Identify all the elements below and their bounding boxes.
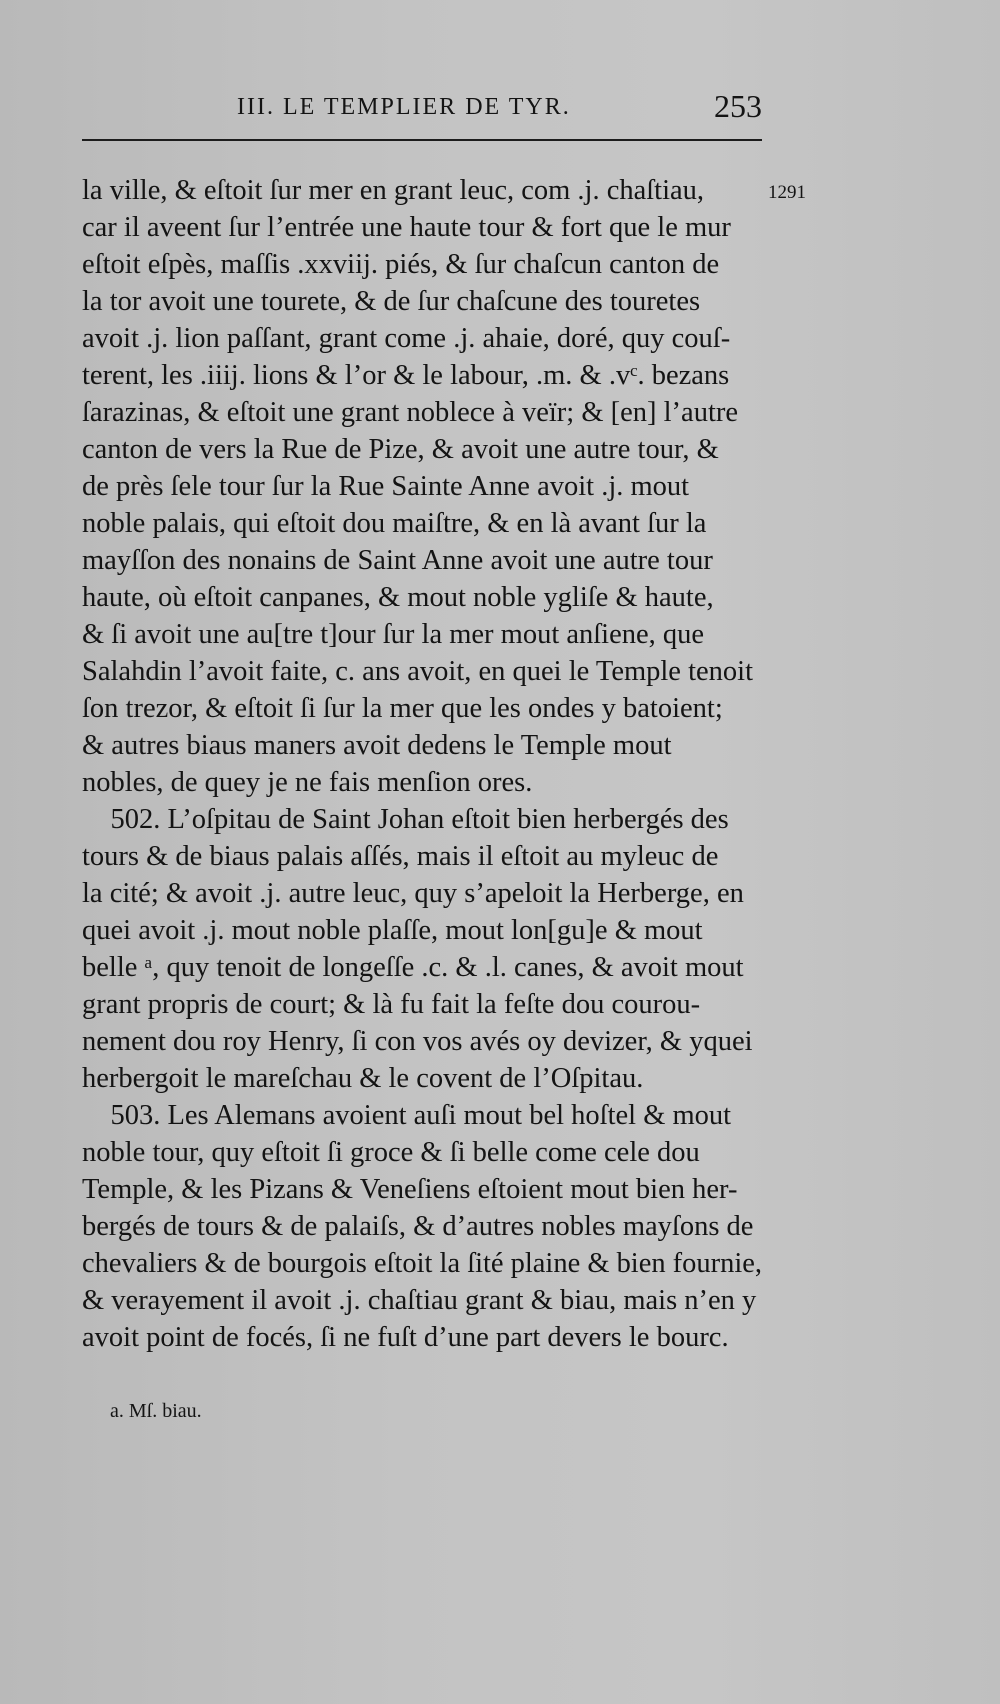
text-line-content: la cité; & avoit .j. autre leuc, quy s’apeloit la Herberge, en	[82, 878, 744, 909]
text-line	[82, 727, 782, 764]
text-line-content: noble palais, qui eſtoit dou maiſtre, & en là avant ſur la	[82, 508, 707, 539]
text-line	[82, 1319, 782, 1356]
text-line	[82, 875, 782, 912]
text-line	[82, 616, 782, 653]
header-rule	[82, 139, 762, 141]
text-line	[82, 431, 782, 468]
text-line	[82, 838, 782, 875]
text-line-content: Salahdin l’avoit faite, c. ans avoit, en quei le Temple tenoit	[82, 656, 753, 687]
text-line-content: ſarazinas, & eſtoit une grant noblece à veïr; & [en] l’autre	[82, 397, 739, 428]
text-line	[82, 690, 782, 727]
text-line-content: Temple, & les Pizans & Veneſiens eſtoient mout bien her-	[82, 1174, 738, 1205]
text-line-content: car il aveent ſur l’entrée une haute tour & fort que le mur	[82, 212, 731, 243]
text-line-content: bergés de tours & de palaiſs, & d’autres nobles mayſons de	[82, 1211, 754, 1242]
text-line-content: nement dou roy Henry, ſi con vos avés oy devizer, & yquei	[82, 1026, 753, 1057]
footnote: a. Mſ. biau.	[110, 1400, 202, 1422]
text-line-content: herbergoit le mareſchau & le covent de l’Oſpitau.	[82, 1063, 644, 1094]
margin-year-note: 1291	[768, 182, 806, 203]
text-line	[82, 357, 782, 394]
text-line	[82, 912, 782, 949]
text-line-content: haute, où eſtoit canpanes, & mout noble ygliſe & haute,	[82, 582, 714, 613]
text-line	[82, 1134, 782, 1171]
text-line	[82, 505, 782, 542]
text-line-content: de près ſele tour ſur la Rue Sainte Anne avoit .j. mout	[82, 471, 690, 502]
text-line	[82, 246, 782, 283]
text-line-content: mayſſon des nonains de Saint Anne avoit une autre tour	[82, 545, 713, 576]
text-line	[82, 1023, 782, 1060]
text-line	[82, 209, 782, 246]
text-line	[82, 949, 782, 986]
text-line	[82, 1245, 782, 1282]
text-line	[82, 1060, 782, 1097]
text-line-content: la ville, & eſtoit ſur mer en grant leuc, com .j. chaſtiau,	[82, 175, 705, 206]
text-line-content: belle ᵃ, quy tenoit de longeſſe .c. & .l. canes, & avoit mout	[82, 952, 744, 983]
text-line-content: canton de vers la Rue de Pize, & avoit une autre tour, &	[82, 434, 719, 465]
text-line-content: nobles, de quey je ne fais menſion ores.	[82, 767, 533, 798]
text-line-content: & verayement il avoit .j. chaſtiau grant & biau, mais n’en y	[82, 1285, 757, 1316]
text-line-content: ſon trezor, & eſtoit ſi ſur la mer que les ondes y batoient;	[82, 693, 723, 724]
text-line	[82, 986, 782, 1023]
text-line-content: grant propris de court; & là fu fait la feſte dou courou-	[82, 989, 701, 1020]
text-line	[82, 579, 782, 616]
text-line	[82, 1097, 782, 1134]
text-line	[82, 801, 782, 838]
text-line-content: terent, les .iiij. lions & l’or & le labour, .m. & .vᶜ. bezans	[82, 360, 730, 391]
text-line	[82, 1171, 782, 1208]
body-text	[82, 172, 806, 1356]
text-line-content: & ſi avoit une au[tre t]our ſur la mer mout anſiene, que	[82, 619, 705, 650]
page-number: 253	[714, 88, 762, 124]
text-line	[82, 764, 782, 801]
text-line-content: tours & de biaus palais aſſés, mais il eſtoit au myleuc de	[82, 841, 719, 872]
text-line-content: la tor avoit une tourete, & de ſur chaſcune des touretes	[82, 286, 701, 317]
text-line-content: 502. L’oſpitau de Saint Johan eſtoit bien herbergés des	[82, 804, 729, 835]
text-line-content: avoit point de focés, ſi ne fuſt d’une part devers le bourc.	[82, 1322, 729, 1353]
text-line	[82, 320, 782, 357]
text-line-content: quei avoit .j. mout noble plaſſe, mout lon[gu]e & mout	[82, 915, 703, 946]
text-line	[82, 653, 782, 690]
text-line	[82, 468, 782, 505]
text-line-content: avoit .j. lion paſſant, grant come .j. ahaie, doré, quy couſ-	[82, 323, 731, 354]
text-line-content: & autres biaus maners avoit dedens le Temple mout	[82, 730, 672, 761]
running-head: III. LE TEMPLIER DE TYR.	[237, 94, 571, 120]
text-line-content: 503. Les Alemans avoient auſi mout bel hoſtel & mout	[82, 1100, 732, 1131]
text-line	[82, 1208, 782, 1245]
page-header	[82, 88, 762, 128]
text-line	[82, 172, 806, 209]
text-line-content: eſtoit eſpès, maſſis .xxviij. piés, & ſur chaſcun canton de	[82, 249, 720, 280]
text-line-content: chevaliers & de bourgois eſtoit la ſité plaine & bien fournie,	[82, 1248, 762, 1279]
text-line-content: noble tour, quy eſtoit ſi groce & ſi belle come cele dou	[82, 1137, 700, 1168]
text-line	[82, 1282, 782, 1319]
text-line	[82, 542, 782, 579]
text-line	[82, 283, 782, 320]
text-line	[82, 394, 782, 431]
